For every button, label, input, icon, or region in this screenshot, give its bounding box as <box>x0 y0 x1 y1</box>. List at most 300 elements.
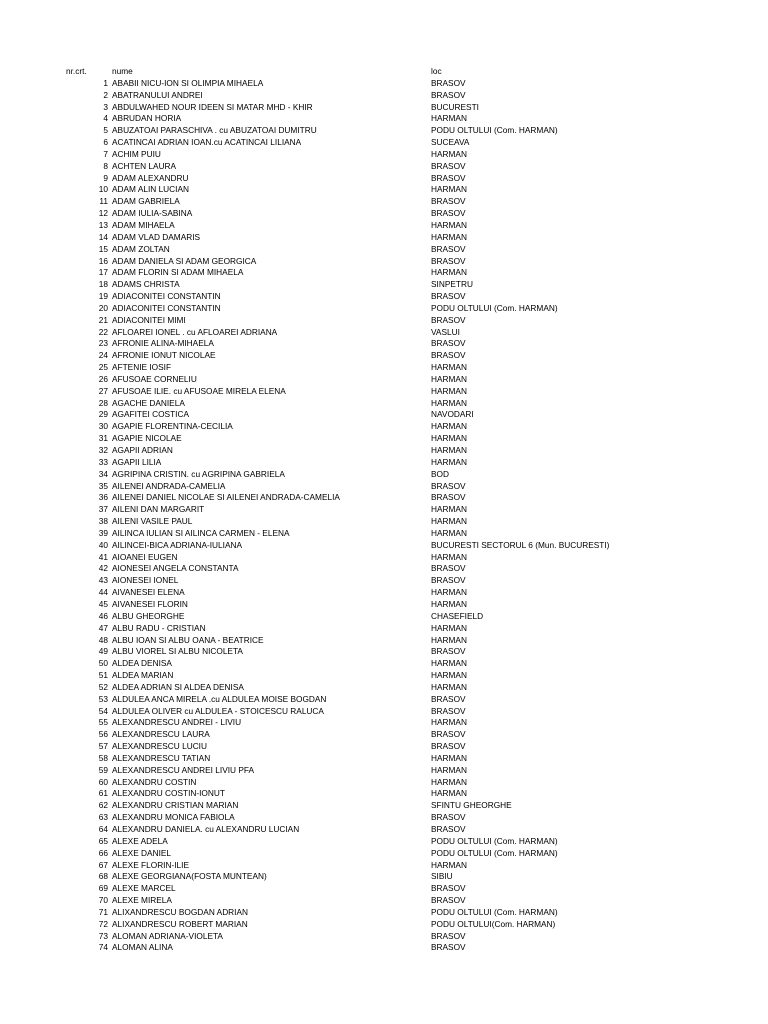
table-row <box>0 871 768 883</box>
row-number: 7 <box>103 148 108 159</box>
table-row <box>0 481 768 493</box>
row-number: 8 <box>103 160 108 171</box>
row-number: 62 <box>98 800 108 811</box>
row-location: BRASOV <box>431 883 466 894</box>
table-row <box>0 504 768 516</box>
row-location: PODU OLTULUI (Com. HARMAN) <box>431 847 558 858</box>
row-location: BRASOV <box>431 291 466 302</box>
table-row <box>0 907 768 919</box>
table-row <box>0 279 768 291</box>
row-location: HARMAN <box>431 776 467 787</box>
row-number: 3 <box>103 101 108 112</box>
table-row <box>0 682 768 694</box>
row-name: ACHTEN LAURA <box>112 160 177 171</box>
table-row <box>0 256 768 268</box>
row-number: 34 <box>98 468 108 479</box>
row-number: 5 <box>103 125 108 136</box>
row-location: BRASOV <box>431 575 466 586</box>
table-row <box>0 729 768 741</box>
row-location: HARMAN <box>431 681 467 692</box>
row-location: BRASOV <box>431 196 466 207</box>
row-name: ADIACONITEI CONSTANTIN <box>112 302 221 313</box>
row-number: 15 <box>98 243 108 254</box>
table-row <box>0 327 768 339</box>
table-row <box>0 635 768 647</box>
row-name: ADAM MIHAELA <box>112 219 175 230</box>
row-name: AFUSOAE CORNELIU <box>112 373 197 384</box>
row-number: 44 <box>98 587 108 598</box>
row-location: BRASOV <box>431 563 466 574</box>
row-number: 50 <box>98 658 108 669</box>
row-location: BRASOV <box>431 729 466 740</box>
row-number: 73 <box>98 930 108 941</box>
row-location: PODU OLTULUI (Com. HARMAN) <box>431 906 558 917</box>
row-name: ALBU RADU - CRISTIAN <box>112 622 206 633</box>
table-row <box>0 350 768 362</box>
row-location: BRASOV <box>431 812 466 823</box>
row-name: ALIXANDRESCU ROBERT MARIAN <box>112 918 248 929</box>
table-row <box>0 646 768 658</box>
row-location: BRASOV <box>431 350 466 361</box>
row-number: 63 <box>98 812 108 823</box>
row-name: ADAM GABRIELA <box>112 196 180 207</box>
row-location: HARMAN <box>431 456 467 467</box>
row-number: 55 <box>98 717 108 728</box>
row-name: AGACHE DANIELA <box>112 397 185 408</box>
row-number: 69 <box>98 883 108 894</box>
table-row <box>0 492 768 504</box>
row-name: ALDEA ADRIAN SI ALDEA DENISA <box>112 681 244 692</box>
row-number: 33 <box>98 456 108 467</box>
row-location: BRASOV <box>431 693 466 704</box>
table-row <box>0 457 768 469</box>
row-location: SFINTU GHEORGHE <box>431 800 512 811</box>
table-row <box>0 303 768 315</box>
row-number: 66 <box>98 847 108 858</box>
row-name: ABUZATOAI PARASCHIVA . cu ABUZATOAI DUMITRU <box>112 125 317 136</box>
row-location: BRASOV <box>431 646 466 657</box>
table-row <box>0 184 768 196</box>
row-number: 48 <box>98 634 108 645</box>
table-row <box>0 824 768 836</box>
row-location: BUCURESTI <box>431 101 479 112</box>
row-number: 20 <box>98 302 108 313</box>
row-location: BRASOV <box>431 77 466 88</box>
row-number: 43 <box>98 575 108 586</box>
row-number: 17 <box>98 267 108 278</box>
row-name: AILENI VASILE PAUL <box>112 516 193 527</box>
table-row <box>0 670 768 682</box>
row-name: AFUSOAE ILIE. cu AFUSOAE MIRELA ELENA <box>112 385 286 396</box>
row-name: ALEXANDRU COSTIN-IONUT <box>112 788 225 799</box>
row-name: ADIACONITEI MIMI <box>112 314 186 325</box>
row-name: ALEXE FLORIN-ILIE <box>112 859 190 870</box>
row-location: BUCURESTI SECTORUL 6 (Mun. BUCURESTI) <box>431 539 610 550</box>
spreadsheet-page <box>0 66 768 954</box>
row-number: 51 <box>98 670 108 681</box>
row-location: SUCEAVA <box>431 137 470 148</box>
table-row <box>0 125 768 137</box>
row-name: ALEXANDRU DANIELA. cu ALEXANDRU LUCIAN <box>112 824 300 834</box>
table-row <box>0 777 768 789</box>
row-number: 6 <box>103 137 108 148</box>
row-number: 54 <box>98 705 108 716</box>
row-name: AGAPII ADRIAN <box>112 445 173 455</box>
row-location: SINPETRU <box>431 279 473 290</box>
row-location: BRASOV <box>431 492 466 503</box>
row-location: BRASOV <box>431 89 466 100</box>
row-number: 9 <box>103 172 108 183</box>
row-number: 32 <box>98 445 108 455</box>
row-location: HARMAN <box>431 433 467 444</box>
table-row <box>0 836 768 848</box>
row-name: ADAM ZOLTAN <box>112 243 170 254</box>
header-loc: loc <box>431 66 442 76</box>
table-row <box>0 149 768 161</box>
row-name: AGAPII LILIA <box>112 456 162 467</box>
row-name: ALBU IOAN SI ALBU OANA - BEATRICE <box>112 634 264 645</box>
row-number: 70 <box>98 895 108 906</box>
row-number: 12 <box>98 208 108 219</box>
row-number: 16 <box>98 255 108 266</box>
row-name: AFRONIE ALINA-MIHAELA <box>112 338 214 349</box>
row-name: AGAPIE FLORENTINA-CECILIA <box>112 421 233 432</box>
row-name: ALEXANDRESCU ANDREI - LIVIU <box>112 717 242 728</box>
row-name: ALEXANDRU COSTIN <box>112 776 197 787</box>
table-row <box>0 587 768 599</box>
row-location: BRASOV <box>431 895 466 906</box>
table-row <box>0 883 768 895</box>
row-location: HARMAN <box>431 504 467 515</box>
row-number: 31 <box>98 433 108 444</box>
row-name: ADAM VLAD DAMARIS <box>112 231 201 242</box>
table-row <box>0 90 768 102</box>
row-number: 28 <box>98 397 108 408</box>
row-name: AIVANESEI FLORIN <box>112 598 188 609</box>
row-location: PODU OLTULUI(Com. HARMAN) <box>431 918 556 929</box>
row-name: ALEXE MIRELA <box>112 895 172 906</box>
row-number: 18 <box>98 279 108 290</box>
row-location: CHASEFIELD <box>431 610 484 621</box>
row-number: 24 <box>98 350 108 361</box>
table-row <box>0 599 768 611</box>
table-row <box>0 445 768 457</box>
row-location: HARMAN <box>431 527 467 538</box>
row-name: AIONESEI ANGELA CONSTANTA <box>112 563 239 574</box>
row-location: BRASOV <box>431 480 466 491</box>
row-name: ADAM ALEXANDRU <box>112 172 189 183</box>
row-location: BRASOV <box>431 824 466 834</box>
row-number: 40 <box>98 539 108 550</box>
row-number: 47 <box>98 622 108 633</box>
row-location: BRASOV <box>431 243 466 254</box>
row-number: 57 <box>98 741 108 752</box>
row-name: AILENEI ANDRADA-CAMELIA <box>112 480 226 491</box>
table-row <box>0 469 768 481</box>
row-name: ALEXANDRU CRISTIAN MARIAN <box>112 800 239 811</box>
table-row <box>0 433 768 445</box>
table-row <box>0 919 768 931</box>
row-number: 65 <box>98 835 108 846</box>
table-row <box>0 196 768 208</box>
row-location: BRASOV <box>431 160 466 171</box>
row-number: 42 <box>98 563 108 574</box>
row-number: 30 <box>98 421 108 432</box>
row-location: BRASOV <box>431 741 466 752</box>
row-number: 49 <box>98 646 108 657</box>
row-name: ALOMAN ALINA <box>112 942 173 953</box>
row-number: 11 <box>99 196 108 207</box>
row-name: AGAFITEI COSTICA <box>112 409 189 420</box>
table-row <box>0 658 768 670</box>
row-location: HARMAN <box>431 445 467 455</box>
row-name: AIOANEI EUGEN <box>112 551 178 562</box>
row-location: HARMAN <box>431 717 467 728</box>
row-number: 68 <box>98 871 108 882</box>
row-number: 25 <box>98 362 108 373</box>
row-location: SIBIU <box>431 871 453 882</box>
row-name: AGRIPINA CRISTIN. cu AGRIPINA GABRIELA <box>112 468 285 479</box>
row-name: ALEXANDRESCU ANDREI LIVIU PFA <box>112 764 255 775</box>
row-name: AIONESEI IONEL <box>112 575 179 586</box>
row-name: ABATRANULUI ANDREI <box>112 89 203 100</box>
row-number: 22 <box>98 326 108 337</box>
row-location: BRASOV <box>431 314 466 325</box>
row-location: BOD <box>431 468 449 479</box>
row-number: 4 <box>103 113 108 124</box>
row-name: ALIXANDRESCU BOGDAN ADRIAN <box>112 906 249 917</box>
row-number: 74 <box>98 942 108 953</box>
table-body <box>0 78 768 954</box>
row-name: ALDEA DENISA <box>112 658 172 669</box>
row-name: ALEXANDRESCU LAURA <box>112 729 210 740</box>
row-name: ALEXE DANIEL <box>112 847 172 858</box>
table-row <box>0 931 768 943</box>
row-name: ALDULEA ANCA MIRELA .cu ALDULEA MOISE BOGDAN <box>112 693 327 704</box>
table-row <box>0 291 768 303</box>
table-row <box>0 611 768 623</box>
row-location: HARMAN <box>431 397 467 408</box>
row-number: 60 <box>98 776 108 787</box>
row-name: AFRONIE IONUT NICOLAE <box>112 350 216 361</box>
table-row <box>0 895 768 907</box>
table-row <box>0 386 768 398</box>
row-name: ALBU GHEORGHE <box>112 610 185 621</box>
row-location: HARMAN <box>431 148 467 159</box>
row-name: AGAPIE NICOLAE <box>112 433 182 444</box>
row-name: ADAM FLORIN SI ADAM MIHAELA <box>112 267 244 278</box>
row-name: ADIACONITEI CONSTANTIN <box>112 291 221 302</box>
row-name: ALDEA MARIAN <box>112 670 174 681</box>
row-number: 37 <box>98 504 108 515</box>
table-row <box>0 102 768 114</box>
row-name: AILENEI DANIEL NICOLAE SI AILENEI ANDRADA-CAMELIA <box>112 492 340 503</box>
row-location: HARMAN <box>431 670 467 681</box>
table-row <box>0 623 768 635</box>
row-name: ABRUDAN HORIA <box>112 113 182 124</box>
row-number: 13 <box>98 219 108 230</box>
row-number: 41 <box>98 551 108 562</box>
row-location: HARMAN <box>431 421 467 432</box>
row-number: 27 <box>98 385 108 396</box>
row-number: 1 <box>103 77 108 88</box>
table-row <box>0 244 768 256</box>
row-name: ACATINCAI ADRIAN IOAN.cu ACATINCAI LILIANA <box>112 137 302 148</box>
row-location: BRASOV <box>431 255 466 266</box>
table-row <box>0 398 768 410</box>
row-location: HARMAN <box>431 634 467 645</box>
row-name: ALDULEA OLIVER cu ALDULEA - STOICESCU RALUCA <box>112 705 324 716</box>
row-number: 64 <box>98 824 108 834</box>
row-location: PODU OLTULUI (Com. HARMAN) <box>431 125 558 136</box>
row-number: 29 <box>98 409 108 420</box>
row-location: BRASOV <box>431 942 466 953</box>
row-number: 14 <box>98 231 108 242</box>
row-number: 59 <box>98 764 108 775</box>
table-row <box>0 552 768 564</box>
table-row <box>0 137 768 149</box>
row-number: 39 <box>98 527 108 538</box>
table-row <box>0 540 768 552</box>
row-number: 45 <box>98 598 108 609</box>
row-name: ABDULWAHED NOUR IDEEN SI MATAR MHD - KHIR <box>112 101 313 112</box>
row-location: HARMAN <box>431 598 467 609</box>
row-number: 58 <box>98 752 108 763</box>
table-row <box>0 421 768 433</box>
row-name: ALEXANDRESCU LUCIU <box>112 741 207 752</box>
row-name: ALEXANDRESCU TATIAN <box>112 752 211 763</box>
table-row <box>0 232 768 244</box>
row-name: ALEXE ADELA <box>112 835 168 846</box>
row-number: 19 <box>98 291 108 302</box>
row-number: 61 <box>98 788 108 799</box>
row-number: 26 <box>98 373 108 384</box>
table-row <box>0 741 768 753</box>
row-name: ALEXE GEORGIANA(FOSTA MUNTEAN) <box>112 871 267 882</box>
row-location: BRASOV <box>431 930 466 941</box>
row-location: HARMAN <box>431 231 467 242</box>
row-name: ABABII NICU-ION SI OLIMPIA MIHAELA <box>112 77 264 88</box>
row-location: HARMAN <box>431 859 467 870</box>
row-location: PODU OLTULUI (Com. HARMAN) <box>431 302 558 313</box>
row-name: ALEXANDRU MONICA FABIOLA <box>112 812 235 823</box>
row-name: ALBU VIOREL SI ALBU NICOLETA <box>112 646 243 657</box>
header-nume: nume <box>112 66 133 76</box>
table-row <box>0 753 768 765</box>
table-row <box>0 409 768 421</box>
row-number: 52 <box>98 681 108 692</box>
table-row <box>0 563 768 575</box>
row-number: 10 <box>98 184 108 195</box>
row-number: 71 <box>98 906 108 917</box>
row-location: VASLUI <box>431 326 460 337</box>
row-location: HARMAN <box>431 184 467 195</box>
table-row <box>0 338 768 350</box>
row-number: 36 <box>98 492 108 503</box>
table-row <box>0 765 768 777</box>
row-name: AFLOAREI IONEL . cu AFLOAREI ADRIANA <box>112 326 278 337</box>
row-location: HARMAN <box>431 113 467 124</box>
row-name: AIVANESEI ELENA <box>112 587 185 598</box>
row-location: BRASOV <box>431 338 466 349</box>
row-name: AILINCA IULIAN SI AILINCA CARMEN - ELENA <box>112 527 290 538</box>
table-row <box>0 694 768 706</box>
table-row <box>0 717 768 729</box>
table-row <box>0 706 768 718</box>
table-row <box>0 812 768 824</box>
row-number: 72 <box>98 918 108 929</box>
row-location: BRASOV <box>431 208 466 219</box>
table-row <box>0 78 768 90</box>
row-location: BRASOV <box>431 705 466 716</box>
row-location: HARMAN <box>431 362 467 373</box>
row-number: 2 <box>103 89 108 100</box>
row-name: AILINCEI-BICA ADRIANA-IULIANA <box>112 539 243 550</box>
table-row <box>0 575 768 587</box>
row-location: HARMAN <box>431 752 467 763</box>
row-location: BRASOV <box>431 172 466 183</box>
row-location: HARMAN <box>431 373 467 384</box>
row-number: 21 <box>98 314 108 325</box>
row-name: AFTENIE IOSIF <box>112 362 172 373</box>
header-row <box>0 66 768 78</box>
table-row <box>0 161 768 173</box>
row-location: PODU OLTULUI (Com. HARMAN) <box>431 835 558 846</box>
table-row <box>0 942 768 954</box>
row-name: ALOMAN ADRIANA-VIOLETA <box>112 930 223 941</box>
row-number: 35 <box>98 480 108 491</box>
row-number: 67 <box>98 859 108 870</box>
row-name: ADAMS CHRISTA <box>112 279 180 290</box>
table-row <box>0 315 768 327</box>
table-row <box>0 220 768 232</box>
row-location: HARMAN <box>431 587 467 598</box>
row-number: 38 <box>98 516 108 527</box>
table-row <box>0 516 768 528</box>
row-location: HARMAN <box>431 267 467 278</box>
table-row <box>0 267 768 279</box>
row-name: ADAM ALIN LUCIAN <box>112 184 189 195</box>
table-row <box>0 362 768 374</box>
table-row <box>0 788 768 800</box>
row-location: HARMAN <box>431 516 467 527</box>
row-name: ALEXE MARCEL <box>112 883 176 894</box>
row-number: 23 <box>98 338 108 349</box>
row-name: ACHIM PUIU <box>112 148 161 159</box>
row-location: HARMAN <box>431 764 467 775</box>
row-location: HARMAN <box>431 219 467 230</box>
table-row <box>0 173 768 185</box>
row-number: 46 <box>98 610 108 621</box>
table-row <box>0 528 768 540</box>
row-name: ADAM DANIELA SI ADAM GEORGICA <box>112 255 257 266</box>
row-location: HARMAN <box>431 385 467 396</box>
row-location: HARMAN <box>431 622 467 633</box>
row-location: HARMAN <box>431 551 467 562</box>
table-row <box>0 800 768 812</box>
row-number: 53 <box>98 693 108 704</box>
table-row <box>0 208 768 220</box>
row-location: HARMAN <box>431 788 467 799</box>
row-name: ADAM IULIA-SABINA <box>112 208 193 219</box>
table-row <box>0 113 768 125</box>
row-location: HARMAN <box>431 658 467 669</box>
header-nr: nr.crt. <box>66 66 87 76</box>
row-number: 56 <box>98 729 108 740</box>
row-location: NAVODARI <box>431 409 474 420</box>
row-name: AILENI DAN MARGARIT <box>112 504 205 515</box>
table-row <box>0 860 768 872</box>
